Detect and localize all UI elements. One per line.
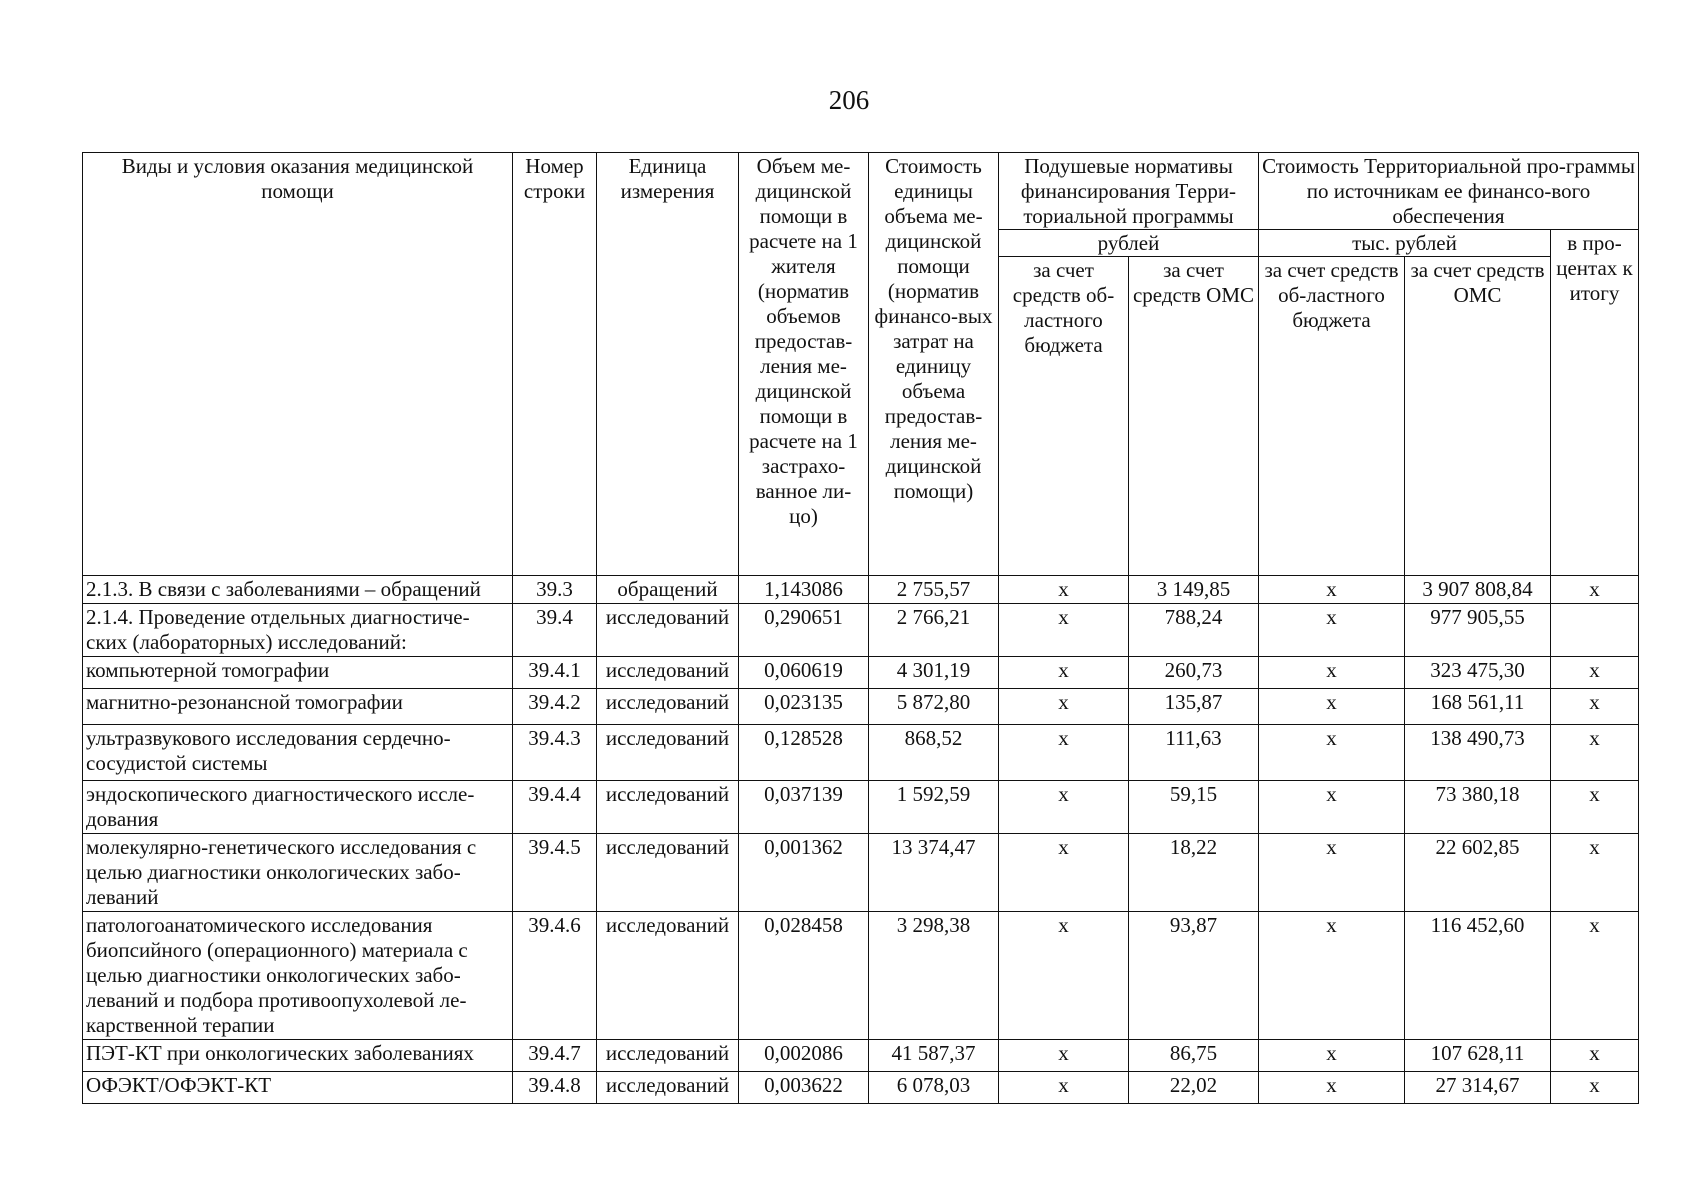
row-cost: 5 872,80 bbox=[869, 689, 999, 725]
row-pc-oms: 260,73 bbox=[1129, 657, 1259, 689]
row-pc-budget: х bbox=[999, 834, 1129, 912]
row-number: 39.4.5 bbox=[513, 834, 597, 912]
row-tc-budget: х bbox=[1259, 576, 1405, 604]
row-name: компьютерной томографии bbox=[83, 657, 513, 689]
row-percent bbox=[1551, 604, 1639, 657]
table-row bbox=[83, 725, 1639, 781]
row-tc-budget: х bbox=[1259, 725, 1405, 781]
row-number: 39.4.6 bbox=[513, 912, 597, 1040]
row-pc-oms: 59,15 bbox=[1129, 781, 1259, 834]
row-percent: х bbox=[1551, 1072, 1639, 1104]
row-pc-budget: х bbox=[999, 657, 1129, 689]
row-name: 2.1.4. Проведение отдельных диагностиче-ских (лабораторных) исследований: bbox=[83, 604, 513, 657]
row-tc-budget: х bbox=[1259, 781, 1405, 834]
row-percent: х bbox=[1551, 781, 1639, 834]
row-tc-oms: 107 628,11 bbox=[1405, 1040, 1551, 1072]
row-unit: исследований bbox=[597, 834, 739, 912]
col-header-per-capita-unit: рублей bbox=[999, 230, 1259, 257]
row-tc-oms: 977 905,55 bbox=[1405, 604, 1551, 657]
row-volume: 0,002086 bbox=[739, 1040, 869, 1072]
row-pc-budget: х bbox=[999, 1040, 1129, 1072]
table-row bbox=[83, 834, 1639, 912]
row-pc-budget: х bbox=[999, 576, 1129, 604]
row-name: ультразвукового исследования сердечно-сосудистой системы bbox=[83, 725, 513, 781]
col-header-row-no: Номер строки bbox=[513, 153, 597, 576]
financing-table bbox=[82, 152, 1639, 1104]
row-name: патологоанатомического исследования биопсийного (операционного) материала с целью диагностики онкологических забо-леваний и подбора противоопухолевой ле-карственной терапии bbox=[83, 912, 513, 1040]
row-name: магнитно-резонансной томографии bbox=[83, 689, 513, 725]
row-name: молекулярно-генетического исследования с целью диагностики онкологических забо-леваний bbox=[83, 834, 513, 912]
table-row bbox=[83, 781, 1639, 834]
row-tc-oms: 73 380,18 bbox=[1405, 781, 1551, 834]
row-number: 39.4.7 bbox=[513, 1040, 597, 1072]
row-number: 39.4.8 bbox=[513, 1072, 597, 1104]
row-cost: 13 374,47 bbox=[869, 834, 999, 912]
row-pc-budget: х bbox=[999, 725, 1129, 781]
col-header-program-cost: Стоимость Территориальной про-граммы по источникам ее финансо-вого обеспечения bbox=[1259, 153, 1639, 230]
col-header-unit: Единица измерения bbox=[597, 153, 739, 576]
row-percent: х bbox=[1551, 1040, 1639, 1072]
col-header-tc-budget: за счет средств об-ластного бюджета bbox=[1259, 257, 1405, 576]
table-row bbox=[83, 1072, 1639, 1104]
row-pc-budget: х bbox=[999, 781, 1129, 834]
row-tc-budget: х bbox=[1259, 912, 1405, 1040]
page-number: 206 bbox=[828, 85, 870, 115]
row-number: 39.4.4 bbox=[513, 781, 597, 834]
row-pc-budget: х bbox=[999, 1072, 1129, 1104]
row-percent: х bbox=[1551, 912, 1639, 1040]
row-unit: исследований bbox=[597, 689, 739, 725]
row-pc-oms: 93,87 bbox=[1129, 912, 1259, 1040]
row-unit: исследований bbox=[597, 725, 739, 781]
table-row bbox=[83, 1040, 1639, 1072]
row-percent: х bbox=[1551, 834, 1639, 912]
row-percent: х bbox=[1551, 576, 1639, 604]
table-row bbox=[83, 689, 1639, 725]
row-tc-oms: 323 475,30 bbox=[1405, 657, 1551, 689]
col-header-cost-unit: Стоимость единицы объема ме-дицинской помощи (норматив финансо-вых затрат на единицу объема предостав-ления ме-дицинской помощи) bbox=[869, 153, 999, 576]
row-volume: 0,001362 bbox=[739, 834, 869, 912]
row-volume: 0,128528 bbox=[739, 725, 869, 781]
row-tc-oms: 27 314,67 bbox=[1405, 1072, 1551, 1104]
col-header-percent: в про-центах к итогу bbox=[1551, 230, 1639, 576]
col-header-program-cost-unit: тыс. рублей bbox=[1259, 230, 1551, 257]
row-unit: исследований bbox=[597, 657, 739, 689]
header-row-1 bbox=[83, 153, 1639, 230]
row-pc-oms: 22,02 bbox=[1129, 1072, 1259, 1104]
row-tc-oms: 116 452,60 bbox=[1405, 912, 1551, 1040]
row-tc-budget: х bbox=[1259, 1040, 1405, 1072]
row-tc-budget: х bbox=[1259, 1072, 1405, 1104]
row-volume: 1,143086 bbox=[739, 576, 869, 604]
row-volume: 0,028458 bbox=[739, 912, 869, 1040]
row-cost: 2 755,57 bbox=[869, 576, 999, 604]
row-cost: 3 298,38 bbox=[869, 912, 999, 1040]
row-cost: 1 592,59 bbox=[869, 781, 999, 834]
row-unit: исследований bbox=[597, 1072, 739, 1104]
row-unit: исследований bbox=[597, 1040, 739, 1072]
col-header-volume: Объем ме-дицинской помощи в расчете на 1 жителя (норматив объемов предостав-ления ме-дицинской помощи в расчете на 1 застрахо-ванное ли-цо) bbox=[739, 153, 869, 576]
row-pc-oms: 86,75 bbox=[1129, 1040, 1259, 1072]
row-pc-oms: 111,63 bbox=[1129, 725, 1259, 781]
row-tc-budget: х bbox=[1259, 834, 1405, 912]
row-unit: обращений bbox=[597, 576, 739, 604]
row-volume: 0,003622 bbox=[739, 1072, 869, 1104]
row-percent: х bbox=[1551, 689, 1639, 725]
row-tc-budget: х bbox=[1259, 689, 1405, 725]
row-tc-budget: х bbox=[1259, 604, 1405, 657]
row-pc-budget: х bbox=[999, 912, 1129, 1040]
col-header-tc-oms: за счет средств ОМС bbox=[1405, 257, 1551, 576]
row-name: 2.1.3. В связи с заболеваниями – обращений bbox=[83, 576, 513, 604]
row-percent: х bbox=[1551, 657, 1639, 689]
row-cost: 6 078,03 bbox=[869, 1072, 999, 1104]
row-pc-oms: 135,87 bbox=[1129, 689, 1259, 725]
row-cost: 868,52 bbox=[869, 725, 999, 781]
col-header-pc-budget: за счет средств об-ластного бюджета bbox=[999, 257, 1129, 576]
row-percent: х bbox=[1551, 725, 1639, 781]
row-pc-oms: 3 149,85 bbox=[1129, 576, 1259, 604]
row-tc-oms: 168 561,11 bbox=[1405, 689, 1551, 725]
row-cost: 4 301,19 bbox=[869, 657, 999, 689]
row-unit: исследований bbox=[597, 604, 739, 657]
row-unit: исследований bbox=[597, 781, 739, 834]
row-pc-budget: х bbox=[999, 604, 1129, 657]
row-pc-oms: 788,24 bbox=[1129, 604, 1259, 657]
row-number: 39.4.2 bbox=[513, 689, 597, 725]
table-row bbox=[83, 912, 1639, 1040]
table-row bbox=[83, 576, 1639, 604]
row-number: 39.4 bbox=[513, 604, 597, 657]
row-volume: 0,290651 bbox=[739, 604, 869, 657]
row-tc-budget: х bbox=[1259, 657, 1405, 689]
row-tc-oms: 3 907 808,84 bbox=[1405, 576, 1551, 604]
row-volume: 0,023135 bbox=[739, 689, 869, 725]
row-name: ПЭТ-КТ при онкологических заболеваниях bbox=[83, 1040, 513, 1072]
row-pc-budget: х bbox=[999, 689, 1129, 725]
row-tc-oms: 22 602,85 bbox=[1405, 834, 1551, 912]
row-pc-oms: 18,22 bbox=[1129, 834, 1259, 912]
col-header-per-capita: Подушевые нормативы финансирования Терри-ториальной программы bbox=[999, 153, 1259, 230]
col-header-kind: Виды и условия оказания медицинской помощи bbox=[83, 153, 513, 576]
row-name: ОФЭКТ/ОФЭКТ-КТ bbox=[83, 1072, 513, 1104]
row-cost: 2 766,21 bbox=[869, 604, 999, 657]
table-row bbox=[83, 657, 1639, 689]
col-header-pc-oms: за счет средств ОМС bbox=[1129, 257, 1259, 576]
row-cost: 41 587,37 bbox=[869, 1040, 999, 1072]
row-number: 39.4.3 bbox=[513, 725, 597, 781]
row-name: эндоскопического диагностического иссле-дования bbox=[83, 781, 513, 834]
row-tc-oms: 138 490,73 bbox=[1405, 725, 1551, 781]
row-volume: 0,060619 bbox=[739, 657, 869, 689]
row-volume: 0,037139 bbox=[739, 781, 869, 834]
row-number: 39.4.1 bbox=[513, 657, 597, 689]
row-unit: исследований bbox=[597, 912, 739, 1040]
table-row bbox=[83, 604, 1639, 657]
row-number: 39.3 bbox=[513, 576, 597, 604]
